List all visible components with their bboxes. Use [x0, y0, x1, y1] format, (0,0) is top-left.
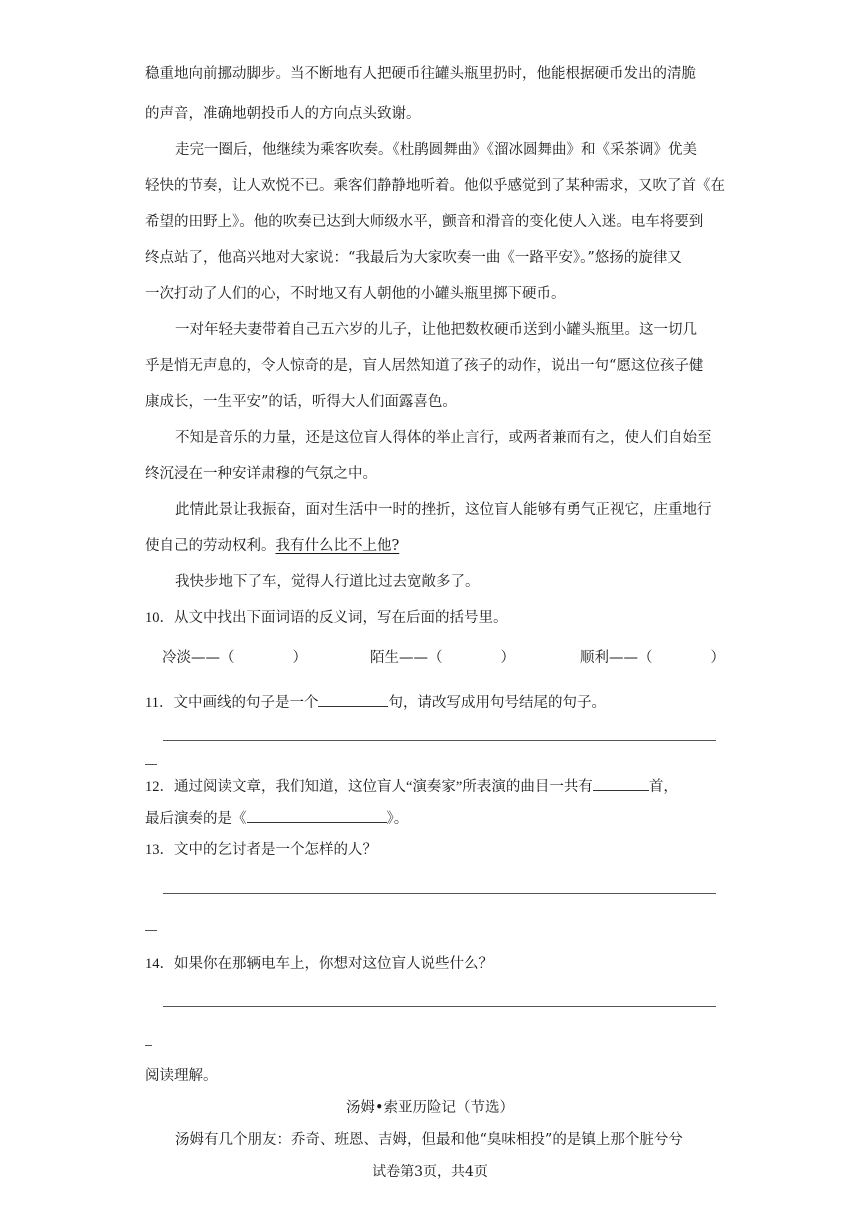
answer-line-tail: [145, 930, 157, 931]
antonym-word: 顺利——: [580, 650, 638, 666]
passage-line: 终点站了，他高兴地对大家说：“我最后为大家吹奏一曲《一路平安》。”悠扬的旋律又: [145, 250, 682, 266]
question-text: 句，请改写成用句号结尾的句子。: [388, 695, 606, 711]
passage-line: 稳重地向前挪动脚步。当不断地有人把硬币往罐头瓶里扔时，他能根据硬币发出的清脆: [145, 66, 696, 82]
passage-line: 汤姆有几个朋友：乔奇、班恩、吉姆，但最和他“臭味相投”的是镇上那个脏兮兮: [175, 1132, 683, 1148]
question-12: [145, 774, 715, 797]
passage-line: 我快步地下了车，觉得人行道比过去宽敞多了。: [175, 574, 480, 590]
answer-line[interactable]: [163, 740, 716, 741]
passage-line: 乎是悄无声息的，令人惊奇的是，盲人居然知道了孩子的动作，说出一句“愿这位孩子健: [145, 358, 704, 374]
answer-line-tail: [145, 1045, 152, 1046]
question-14: 14．如果你在那辆电车上，你想对这位盲人说些什么？: [145, 956, 493, 972]
passage-line: 一次打动了人们的心，不时地又有人朝他的小罐头瓶里掷下硬币。: [145, 286, 566, 302]
passage-line: 终沉浸在一种安详肃穆的气氛之中。: [145, 466, 377, 482]
antonym-pair-3: [580, 648, 725, 668]
answer-blank[interactable]: [593, 774, 649, 791]
question-text: 》。: [386, 811, 409, 827]
passage-line: 此情此景让我振奋，面对生活中一时的挫折，这位盲人能够有勇气正视它，庄重地行: [175, 502, 712, 518]
question-text: 首，: [648, 779, 678, 795]
question-text: 12．通过阅读文章，我们知道，这位盲人“演奏家”所表演的曲目一共有: [145, 779, 593, 795]
answer-blank[interactable]: [247, 806, 387, 823]
antonym-pair-1: [162, 648, 307, 668]
passage-line: 不知是音乐的力量，还是这位盲人得体的举止言行，或两者兼而有之，使人们自始至: [175, 430, 712, 446]
antonym-word: 陌生——: [370, 650, 428, 666]
passage-line: 走完一圈后，他继续为乘客吹奏。《杜鹃圆舞曲》《溜冰圆舞曲》和《采茶调》优美: [175, 142, 697, 158]
underlined-sentence: 我有什么比不上他?: [275, 538, 400, 554]
question-10: 10．从文中找出下面词语的反义词，写在后面的括号里。: [145, 610, 508, 626]
antonym-bracket: （ ）: [428, 650, 515, 666]
passage-line: 希望的田野上》。他的吹奏已达到大师级水平，颤音和滑音的变化使人入迷。电车将要到: [145, 214, 704, 230]
antonym-word: 冷淡——: [162, 650, 220, 666]
question-text: 11．文中画线的句子是一个: [145, 695, 319, 711]
antonym-pair-2: [370, 648, 515, 668]
section-heading: 阅读理解。: [145, 1068, 218, 1084]
antonym-bracket: （ ）: [220, 650, 307, 666]
passage-text: 使自己的劳动权利。: [145, 538, 276, 554]
page-footer: 试卷第3页，共4页: [372, 1164, 488, 1180]
question-text: 最后演奏的是《: [145, 811, 247, 827]
answer-blank[interactable]: [318, 690, 388, 707]
question-13: 13．文中的乞讨者是一个怎样的人？: [145, 842, 377, 858]
passage-line: 康成长，一生平安”的话，听得大人们面露喜色。: [145, 394, 457, 410]
answer-line-tail: [145, 764, 157, 765]
passage-line: [145, 536, 715, 556]
passage-line: 一对年轻夫妻带着自己五六岁的儿子，让他把数枚硬币送到小罐头瓶里。这一切几: [175, 322, 697, 338]
reading-title: 汤姆•索亚历险记（节选）: [345, 1100, 515, 1116]
question-12-continued: [145, 806, 715, 829]
answer-line[interactable]: [163, 1006, 716, 1007]
passage-line: 轻快的节奏，让人欢悦不已。乘客们静静地听着。他似乎感觉到了某种需求，又吹了首《在: [145, 178, 725, 194]
passage-line: 的声音，准确地朝投币人的方向点头致谢。: [145, 106, 421, 122]
answer-line[interactable]: [163, 893, 716, 894]
antonym-bracket: （ ）: [638, 650, 725, 666]
question-11: [145, 690, 715, 713]
